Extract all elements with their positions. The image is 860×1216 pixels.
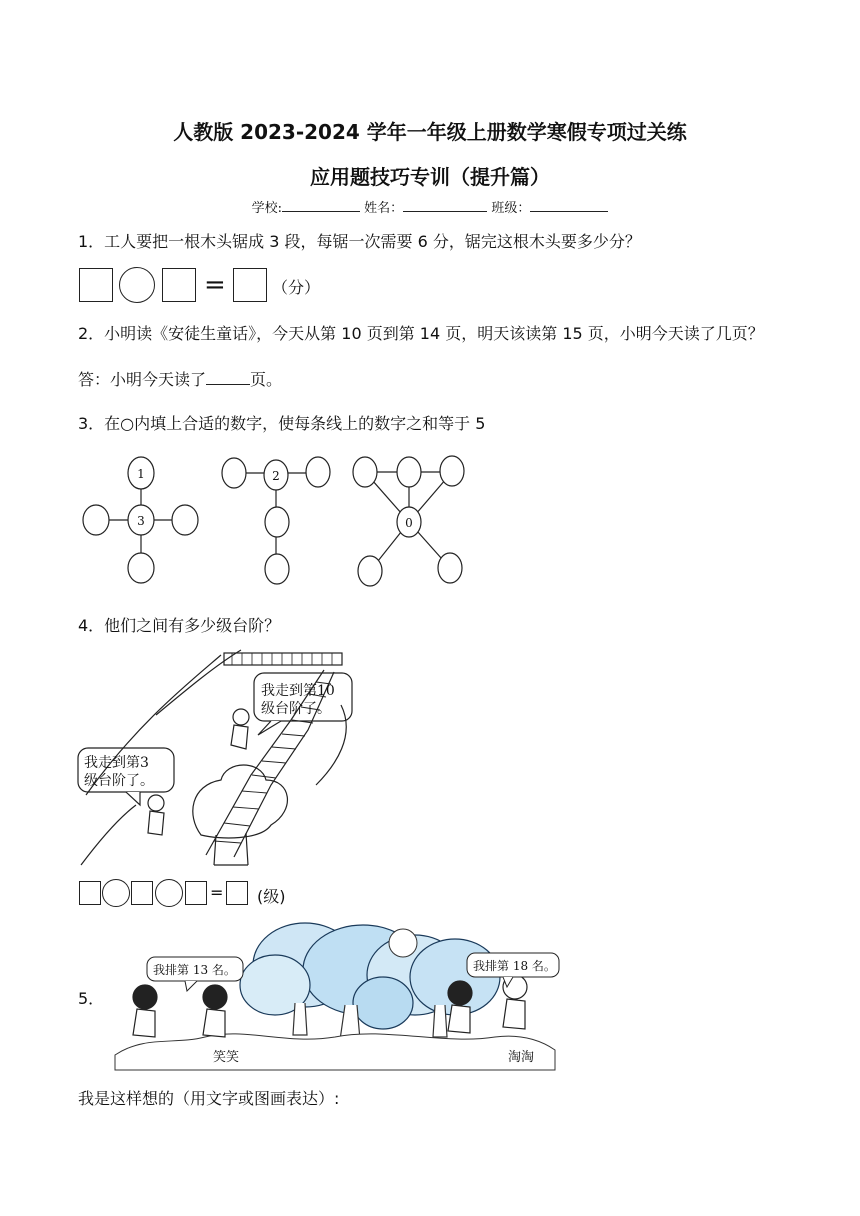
bubble-left-line1: 我走到第3 (84, 755, 149, 771)
q3-circle-diagrams (0, 0, 860, 600)
question-4: 4．他们之间有多少级台阶？ (78, 616, 281, 635)
fig2-middle-circle[interactable] (265, 507, 289, 537)
fig3-bottom-left-circle[interactable] (358, 556, 382, 586)
fig1-center-number: 3 (137, 514, 145, 528)
fig2-top-center-number: 2 (272, 469, 280, 483)
fig1-bottom-circle[interactable] (128, 553, 154, 583)
tree-small-center (353, 977, 413, 1029)
xiaoxiao-head (203, 985, 227, 1009)
q5-race-illustration (115, 915, 560, 1070)
q4-stairs-illustration (76, 645, 376, 870)
q1-equals-sign: = (204, 270, 226, 300)
fig3-center-number: 0 (405, 516, 413, 530)
question-3: 3．在○内填上合适的数字，使每条线上的数字之和等于 5 (78, 414, 486, 433)
fig3-bottom-right-circle[interactable] (438, 553, 462, 583)
q4-operator-circle-1[interactable] (102, 879, 130, 907)
stairs-right-rail (234, 672, 334, 857)
class-label: 班级： (491, 201, 531, 216)
q2-answer-suffix: 页。 (250, 370, 283, 389)
taotao-body (503, 999, 525, 1029)
boy-top-head (233, 709, 249, 725)
boy-bottom-body (148, 811, 164, 835)
fig1-right-circle[interactable] (172, 505, 198, 535)
child-3-body (448, 1005, 470, 1033)
fig2-right-circle[interactable] (306, 457, 330, 487)
bubble-18-text: 我排第 18 名。 (473, 959, 556, 973)
bubble-left-line2: 级台阶了。 (84, 773, 154, 789)
sun-icon (389, 929, 417, 957)
child-1-body (133, 1009, 155, 1037)
q4-result-box[interactable] (226, 881, 248, 905)
name-label: 姓名： (364, 201, 404, 216)
page-subtitle: 应用题技巧专训（提升篇） (310, 165, 550, 189)
q4-box-3[interactable] (185, 881, 207, 905)
question-5-number: 5． (78, 989, 105, 1008)
q4-box-1[interactable] (79, 881, 101, 905)
fig3-top-middle-circle[interactable] (397, 457, 421, 487)
q4-operator-circle-2[interactable] (155, 879, 183, 907)
fig2-bottom-circle[interactable] (265, 554, 289, 584)
question-2: 2．小明读《安徒生童话》，今天从第 10 页到第 14 页，明天该读第 15 页，小明今天读了几页？ (78, 324, 764, 343)
school-label: 学校: (251, 201, 283, 216)
q1-unit: （分） (272, 278, 321, 297)
q4-equals-sign: = (210, 883, 224, 902)
page-title: 人教版 2023-2024 学年一年级上册数学寒假专项过关练 (173, 120, 687, 144)
tree-crown (193, 765, 288, 838)
fig3-top-left-circle[interactable] (353, 457, 377, 487)
question-1: 1．工人要把一根木头锯成 3 段，每锯一次需要 6 分，锯完这根木头要多少分？ (78, 232, 641, 251)
fig2-left-circle[interactable] (222, 458, 246, 488)
child-3-head (448, 981, 472, 1005)
name-xiaoxiao: 笑笑 (213, 1050, 240, 1065)
q5-prompt: 我是这样想的（用文字或图画表达）: (78, 1089, 340, 1108)
fig1-left-circle[interactable] (83, 505, 109, 535)
bubble-13-text: 我排第 13 名。 (153, 963, 236, 977)
fig1-top-number: 1 (137, 467, 145, 481)
xiaoxiao-body (203, 1009, 225, 1037)
boy-top-body (231, 725, 248, 749)
bubble-right-line1: 我走到第10 (261, 683, 335, 699)
boy-bottom-head (148, 795, 164, 811)
ground-bushes (115, 1034, 555, 1070)
q4-unit: (级) (257, 887, 286, 906)
name-taotao: 淘淘 (508, 1050, 535, 1065)
q4-box-2[interactable] (131, 881, 153, 905)
fig3-top-right-circle[interactable] (440, 456, 464, 486)
tree-trunk-2 (293, 1003, 307, 1035)
bubble-right-line2: 级台阶了。 (261, 701, 331, 717)
child-1-head (133, 985, 157, 1009)
q2-answer-prefix: 答：小明今天读了 (78, 370, 207, 389)
